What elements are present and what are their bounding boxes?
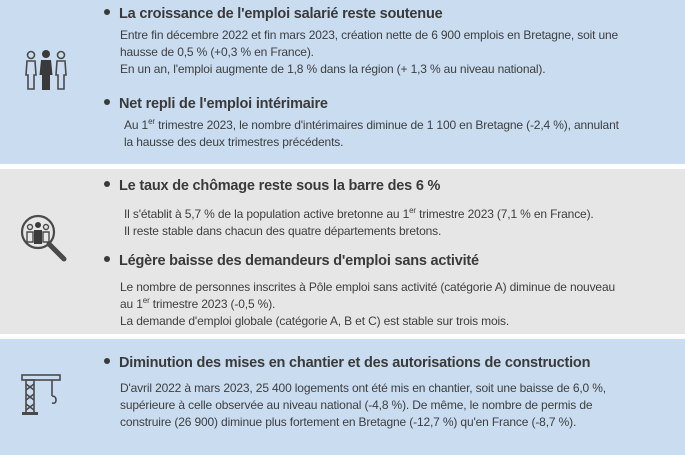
- heading-job-seekers: Légère baisse des demandeurs d'emploi sans activité: [104, 253, 479, 269]
- heading-construction: Diminution des mises en chantier et des autorisations de construction: [104, 355, 590, 371]
- paragraph-construction: D'avril 2022 à mars 2023, 25 400 logements ont été mis en chantier, soit une baisse de 6,0 %, supérieure à celle observée au niveau national (-4,8 %). De même, le nombre de permis de construire (26 900) diminue plus fortement en Bretagne (-12,7 %) qu'en France (-8,7 %).: [120, 381, 606, 429]
- bullet-icon: [104, 99, 110, 105]
- paragraph-unemployment-rate: Il s'établit à 5,7 % de la population active bretonne au 1er trimestre 2023 (7,1 % en France). Il reste stable dans chacun des quatre départements bretons.: [124, 206, 594, 238]
- bullet-icon: [104, 256, 110, 262]
- bullet-icon: [104, 181, 110, 187]
- paragraph-salaried-employment: Entre fin décembre 2022 et fin mars 2023, création nette de 6 900 emplois en Bretagne, soit une hausse de 0,5 % (+0,3 % en France). En un an, l'emploi augmente de 1,8 % dans la région (+ 1,3 % au niveau national).: [120, 28, 619, 76]
- bullet-icon: [104, 358, 110, 364]
- heading-interim-employment: Net repli de l'emploi intérimaire: [104, 96, 328, 112]
- heading-unemployment-rate: Le taux de chômage reste sous la barre des 6 %: [104, 178, 440, 194]
- paragraph-job-seekers: Le nombre de personnes inscrites à Pôle emploi sans activité (catégorie A) diminue de nouveau au 1er trimestre 2023 (-0,5 %). La demande d'emploi globale (catégorie A, B et C) est stable sur trois mois.: [120, 280, 616, 328]
- heading-salaried-employment: La croissance de l'emploi salarié reste soutenue: [104, 6, 442, 22]
- paragraph-interim-employment: Au 1er trimestre 2023, le nombre d'intérimaires diminue de 1 100 en Bretagne (-2,4 %), annulant la hausse des deux trimestres précédents.: [124, 117, 619, 149]
- crane-icon: [20, 372, 66, 416]
- bullet-icon: [104, 9, 110, 15]
- magnifier-people-icon: [18, 212, 70, 264]
- people-icon: [23, 48, 69, 92]
